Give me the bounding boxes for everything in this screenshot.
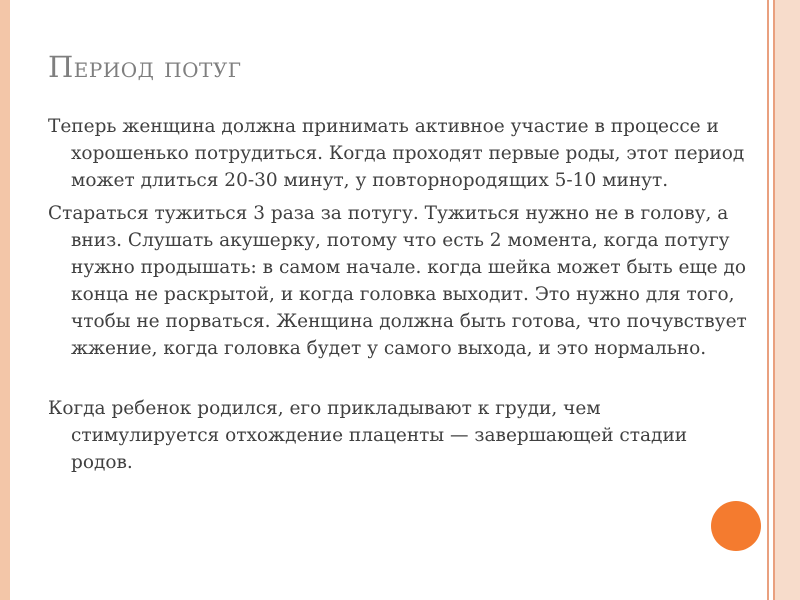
body-paragraph-1: Теперь женщина должна принимать активное участие в процессе и хорошенько потрудиться. Когда проходят первые роды, этот период может длиться 20-30 минут, у повторнородящих 5-10 минут. — [48, 116, 745, 191]
body-paragraph-3: Когда ребенок родился, его прикладывают к груди, чем стимулируется отхождение плаценты — завершающей стадии родов. — [48, 398, 688, 473]
left-border-strip — [0, 0, 10, 600]
slide-title: Период потуг — [48, 50, 242, 84]
right-border-band — [775, 0, 800, 600]
decorative-circle-icon — [711, 501, 761, 551]
slide-body — [48, 113, 753, 476]
body-paragraph-2: Стараться тужиться 3 раза за потугу. Тужиться нужно не в голову, а вниз. Слушать акушерку, потому что есть 2 момента, когда потугу нужно продышать: в самом начале. когда шейка может быть еще до конца не раскрытой, и когда головка выходит. Это нужно для того, чтобы не порваться. Женщина должна быть готова, что почувствует жжение, когда головка будет у самого выхода, и это нормально. — [48, 203, 747, 359]
right-border-line-outer — [767, 0, 769, 600]
